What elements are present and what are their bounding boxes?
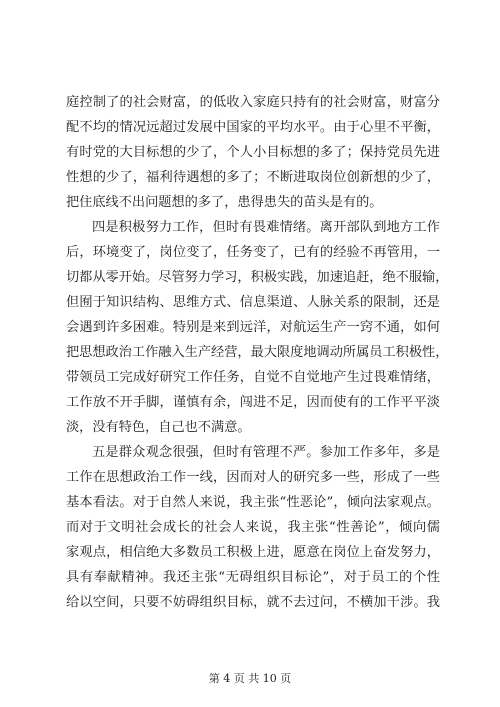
text-line: 四是积极努力工作，但时有畏难情绪。离开部队到地方工作 <box>92 220 440 235</box>
text-line: 把思想政治工作融入生产经营，最大限度地调动所属员工积极性， <box>66 345 449 360</box>
body-text <box>66 90 449 615</box>
page-footer: 第 4 页 共 10 页 <box>208 672 292 685</box>
text-line: 后，环境变了，岗位变了，任务变了，已有的经验不再管用，一 <box>66 245 440 260</box>
text-line: 家观点，相信绝大多数员工积极上进，愿意在岗位上奋发努力， <box>66 545 440 560</box>
text-line: 带领员工完成好研究工作任务，自觉不自觉地产生过畏难情绪， <box>66 370 440 385</box>
text-line: 性想的少了，福利待遇想的多了；不断进取岗位创新想的少了， <box>66 170 440 185</box>
text-line: 而对于文明社会成长的社会人来说，我主张“性善论”，倾向儒 <box>66 520 440 535</box>
text-line: 配不均的情况远超过发展中国家的平均水平。由于心里不平衡， <box>66 120 440 135</box>
text-line: 会遇到许多困难。特别是来到远洋，对航运生产一窍不通，如何 <box>66 320 440 335</box>
text-line: 切都从零开始。尽管努力学习，积极实践，加速追赶，绝不服输， <box>66 270 449 285</box>
text-line: 有时党的大目标想的少了，个人小目标想的多了；保持党员先进 <box>66 145 440 160</box>
text-line: 五是群众观念很强，但时有管理不严。参加工作多年，多是 <box>92 445 440 460</box>
text-line: 把住底线不出问题想的多了，患得患失的苗头是有的。 <box>66 195 383 210</box>
text-line: 但囿于知识结构、思维方式、信息渠道、人脉关系的限制，还是 <box>66 295 440 310</box>
text-line: 庭控制了的社会财富，的低收入家庭只持有的社会财富，财富分 <box>66 95 440 110</box>
text-line: 淡，没有特色，自己也不满意。 <box>66 420 251 435</box>
text-line: 给以空间，只要不妨碍组织目标，就不去过问，不横加干涉。我 <box>66 595 440 610</box>
text-line: 基本看法。对于自然人来说，我主张“性恶论”，倾向法家观点。 <box>66 495 440 510</box>
text-line: 具有奉献精神。我还主张“无碍组织目标论”，对于员工的个性 <box>66 570 440 585</box>
text-line: 工作放不开手脚，谨慎有余，闯进不足，因而使有的工作平平淡 <box>66 395 440 410</box>
text-line: 工作在思想政治工作一线，因而对人的研究多一些，形成了一些 <box>66 470 440 485</box>
